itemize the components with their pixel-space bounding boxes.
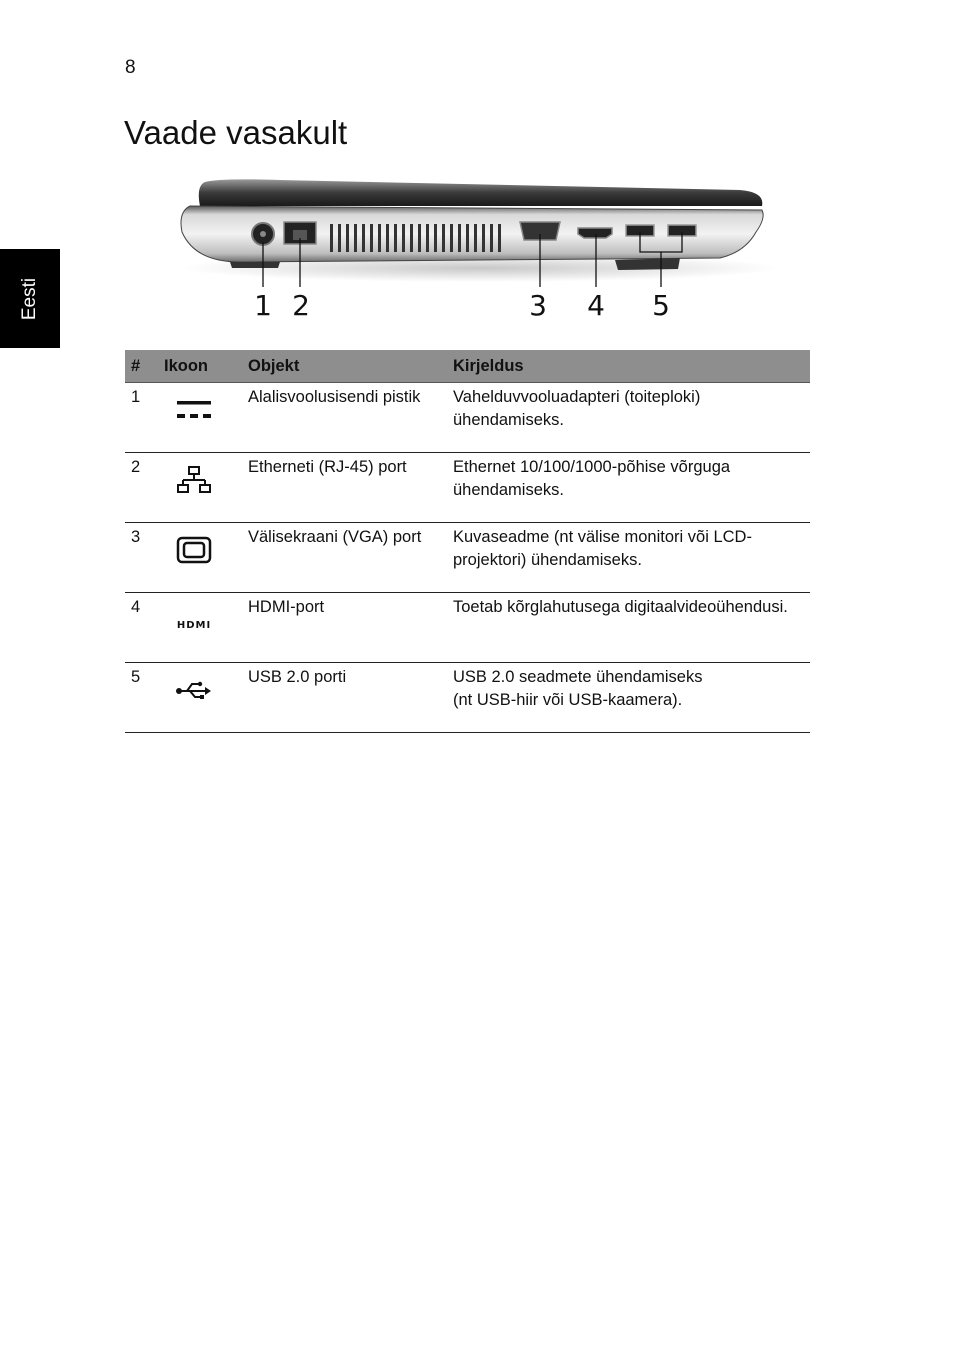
row-object: USB 2.0 porti	[248, 663, 453, 733]
callout-2: 2	[292, 289, 310, 322]
table-row	[125, 453, 810, 523]
vga-monitor-icon	[164, 528, 224, 572]
language-tab	[0, 249, 60, 348]
table-row	[125, 663, 810, 733]
page-number: 8	[125, 57, 136, 78]
callout-1: 1	[254, 289, 272, 322]
row-object: Välisekraani (VGA) port	[248, 523, 453, 593]
laptop-foot-left	[230, 262, 280, 268]
table-row	[125, 593, 810, 663]
row-number: 3	[125, 523, 164, 593]
row-description: Ethernet 10/100/1000-põhise võrguga ühendamiseks.	[453, 453, 810, 523]
hdmi-logo-icon	[164, 598, 224, 642]
row-description-line-1: USB 2.0 seadmete ühendamiseks	[453, 668, 703, 686]
header-object: Objekt	[248, 350, 453, 383]
laptop-lid	[199, 179, 763, 206]
row-description-line-2: (nt USB-hiir või USB-kaamera).	[453, 691, 683, 709]
row-number: 4	[125, 593, 164, 663]
row-description: Toetab kõrglahutusega digitaalvideoühendusi.	[453, 593, 810, 663]
usb-icon	[164, 668, 224, 712]
page-title: Vaade vasakult	[124, 114, 348, 151]
row-number: 1	[125, 383, 164, 453]
table-header-row	[125, 350, 810, 383]
laptop-foot-right	[615, 258, 680, 270]
ports-table	[125, 350, 810, 733]
header-icon: Ikoon	[164, 350, 248, 383]
table-row	[125, 383, 810, 453]
table-row	[125, 523, 810, 593]
row-object: Alalisvoolusisendi pistik	[248, 383, 453, 453]
callout-4: 4	[587, 289, 605, 322]
language-tab-label: Eesti	[19, 277, 40, 320]
hdmi-port	[578, 228, 612, 238]
callout-3: 3	[529, 289, 547, 322]
row-description: Vahelduvvooluadapteri (toiteploki) ühendamiseks.	[453, 383, 810, 453]
row-description	[453, 663, 810, 733]
row-object: Etherneti (RJ-45) port	[248, 453, 453, 523]
dc-power-icon	[164, 388, 224, 432]
laptop-left-side-figure	[160, 172, 800, 322]
row-number: 2	[125, 453, 164, 523]
header-number: #	[125, 350, 164, 383]
row-number: 5	[125, 663, 164, 733]
header-description: Kirjeldus	[453, 350, 810, 383]
callout-5: 5	[652, 289, 670, 322]
ethernet-network-icon	[164, 458, 224, 502]
row-description: Kuvaseadme (nt välise monitori või LCD-projektori) ühendamiseks.	[453, 523, 810, 593]
row-object: HDMI-port	[248, 593, 453, 663]
hdmi-logo-text: HDMI	[176, 619, 212, 631]
